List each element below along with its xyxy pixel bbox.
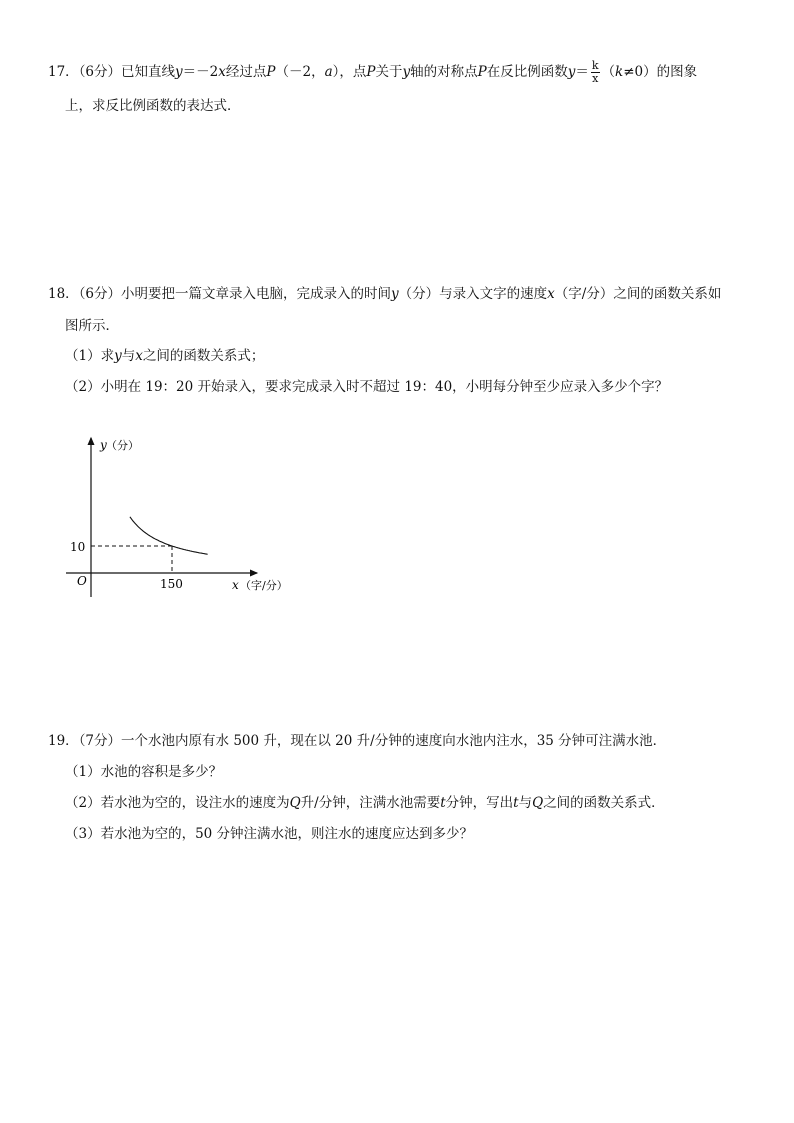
q18-var-x: x [135, 348, 143, 364]
y-tick-label: 10 [70, 540, 86, 554]
q19-sub2 [65, 793, 665, 813]
q17-text: 轴的对称点 [410, 64, 478, 80]
q17-eq: ＝ [575, 64, 589, 80]
y-axis-var: y [100, 438, 107, 452]
q17-text: 关于 [375, 64, 403, 80]
q18-score: （6分） [78, 286, 122, 302]
q19-sub2-text: （2）若水池为空的，设注水的速度为 [65, 795, 290, 811]
inverse-function-graph [62, 432, 302, 602]
q18-var-x: x [547, 286, 555, 302]
q17-number: 17． [48, 64, 79, 80]
q19-sub2-text: 与 [518, 795, 533, 811]
q18-line2: 图所示． [65, 318, 119, 334]
q18-var-y: y [114, 348, 122, 364]
q17-text: 在反比例函数 [486, 64, 568, 80]
q18-sub1-text: 之间的函数关系式； [142, 348, 265, 364]
q18-text: （分）与录入文字的速度 [398, 286, 548, 302]
q19-var-Q: Q [289, 795, 301, 811]
q19-text: 一个水池内原有水 500 升，现在以 20 升/分钟的速度向水池内注水，35 分钟可注满水池． [121, 733, 667, 749]
x-axis-var: x [232, 578, 239, 592]
q17-var-P: P [266, 64, 276, 80]
x-axis-unit: （字/分） [240, 579, 288, 592]
q17-score: （6分） [78, 64, 122, 80]
q18-sub1-text: （1）求 [65, 348, 115, 364]
fraction-numerator: k [591, 59, 599, 72]
q17-text: （－2， [275, 64, 325, 80]
q19-score: （7分） [78, 733, 122, 749]
q17-line1 [48, 60, 697, 85]
hyperbola-curve [130, 517, 208, 555]
q18-sub1 [65, 346, 264, 366]
q18-sub2: （2）小明在 19：20 开始录入，要求完成录入时不超过 19：40，小明每分钟至少应录入多少个字？ [65, 379, 669, 395]
q17-var-k: k [615, 64, 624, 80]
q18-text: 小明要把一篇文章录入电脑，完成录入的时间 [121, 286, 392, 302]
q19-line1 [48, 731, 666, 751]
q17-fraction [591, 60, 600, 85]
q19-sub1: （1）水池的容积是多少？ [65, 764, 223, 780]
q19-var-t: t [440, 795, 446, 811]
q18-sub1-text: 与 [121, 348, 136, 364]
q17-var-a: a [324, 64, 333, 80]
q17-var-y: y [175, 64, 183, 80]
q17-var-x: x [218, 64, 226, 80]
q19-var-Q: Q [532, 795, 544, 811]
q19-sub3: （3）若水池为空的，50 分钟注满水池，则注水的速度应达到多少？ [65, 826, 474, 842]
q18-text: （字/分）之间的函数关系如 [554, 286, 722, 302]
y-axis-unit: （分） [106, 439, 139, 452]
q18-line1 [48, 284, 721, 304]
q17-line2: 上，求反比例函数的表达式． [65, 98, 241, 114]
q19-sub2-text: 升/分钟，注满水池需要 [300, 795, 441, 811]
origin-label: O [77, 574, 87, 588]
q17-text: （ [601, 64, 616, 80]
q17-text: 已知直线 [121, 64, 176, 80]
q17-var-y: y [567, 64, 576, 80]
q17-var-P: P [366, 64, 376, 80]
fraction-denominator: x [592, 72, 599, 85]
x-tick-label: 150 [160, 577, 183, 591]
q19-var-t: t [513, 795, 519, 811]
q19-sub2-text: 之间的函数关系式． [543, 795, 665, 811]
q18-var-y: y [391, 286, 399, 302]
q17-text: ），点 [332, 64, 367, 80]
q19-number: 19． [48, 733, 79, 749]
q17-text: 经过点 [225, 64, 267, 80]
q17-var-y: y [402, 64, 411, 80]
q18-number: 18． [48, 286, 79, 302]
q17-text: ≠0）的图象 [623, 64, 698, 80]
q19-sub2-text: 分钟，写出 [445, 795, 514, 811]
q17-eq: ＝－2 [182, 64, 219, 80]
q17-var-P: P [477, 64, 487, 80]
